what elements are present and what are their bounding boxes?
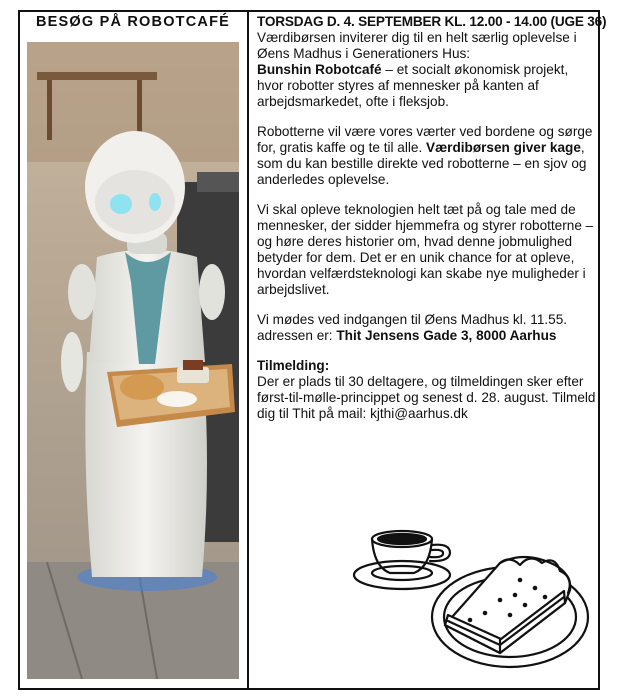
event-details: [257, 14, 607, 436]
intro-paragraph: [257, 30, 597, 110]
coffee-and-cake-illustration: [350, 525, 590, 675]
intro-rest: – et socialt økonomisk projekt, hvor robotter styres af mennesker på kanten af arbejdsmarkedet, ofte i fleksjob.: [257, 62, 569, 109]
robots-paragraph: [257, 124, 597, 188]
address-prefix: adressen er:: [257, 328, 337, 343]
column-divider: [247, 10, 249, 690]
left-title: BESØG PÅ ROBOTCAFÉ: [36, 14, 230, 30]
signup-section: [257, 358, 597, 422]
cake-highlight: Værdibørsen giver kage: [426, 140, 581, 155]
technology-paragraph: Vi skal opleve teknologien helt tæt på og tale med de mennesker, der sidder hjemmefra og styrer robotterne – og høre deres historier om, hvad denne jobmulighed betyder for dem. Det er en unik chance for at opleve, hvordan velfærdsteknologi kan skabe nye muligheder i arbejdslivet.: [257, 202, 594, 297]
event-date-heading: TORSDAG D. 4. SEPTEMBER KL. 12.00 - 14.00 (UGE 36): [257, 14, 607, 29]
cafe-name: Bunshin Robotcafé: [257, 62, 382, 77]
signup-text: Der er plads til 30 deltagere, og tilmeldingen sker efter først-til-mølle-princippet og senest d. 28. august. Tilmeld dig til Thit på mail: kjthi@aarhus.dk: [257, 374, 596, 421]
intro-text: Værdibørsen inviterer dig til en helt særlig oplevelse i Øens Madhus i Generationers Hus:: [257, 30, 577, 61]
meeting-paragraph: [257, 312, 597, 344]
coffee-cup-icon: [354, 531, 450, 589]
signup-heading: Tilmelding:: [257, 358, 330, 373]
robots-text-end: , som du kan bestille direkte ved robotterne – en sjov og anderledes oplevelse.: [257, 140, 587, 187]
robot-waiter-photo: [27, 42, 239, 679]
pie-slice-icon: [432, 557, 588, 667]
robots-text-start: Robotterne vil være vores værter ved bordene og sørge for, gratis kaffe og te til alle.: [257, 124, 593, 155]
meeting-text: Vi mødes ved indgangen til Øens Madhus kl. 11.55.: [257, 312, 568, 327]
address: Thit Jensens Gade 3, 8000 Aarhus: [336, 328, 557, 343]
